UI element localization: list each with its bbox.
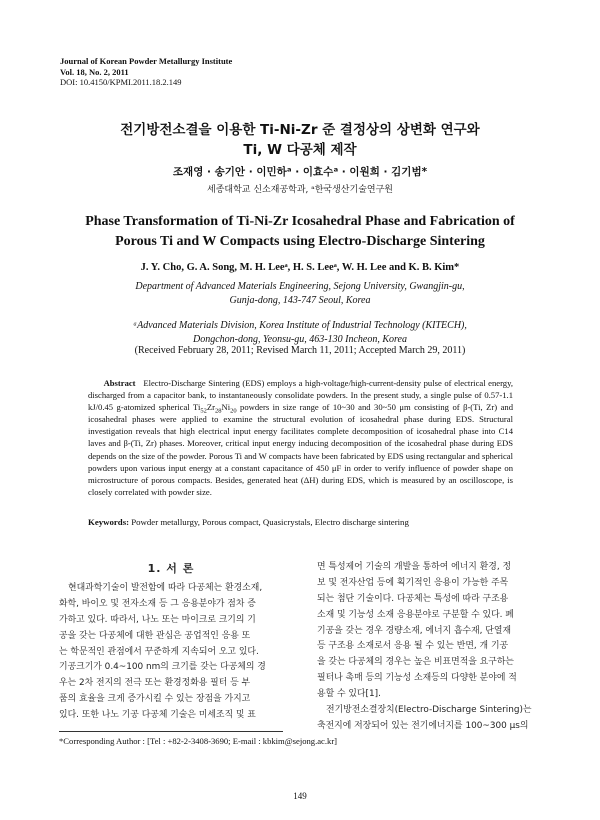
abstract [88, 377, 513, 498]
korean-title-line1: 전기방전소결을 이용한 Ti-Ni-Zr 준 결정상의 상변화 연구와 [120, 122, 480, 138]
body-line: 가하고 있다. 따라서, 나노 또는 마이크로 크기의 기 [59, 614, 256, 625]
received-dates: (Received February 28, 2011; Revised March 11, 2011; Accepted March 29, 2011) [134, 345, 466, 356]
abstract-label: Abstract [103, 378, 136, 388]
body-line: 용할 수 있다[1]. [317, 689, 381, 700]
keywords-text: Powder metallurgy, Porous compact, Quasicrystals, Electro discharge sintering [131, 517, 409, 527]
footnote-divider [59, 731, 283, 732]
body-line: 우는 2차 전지의 전극 또는 환경정화용 필터 등 부 [59, 678, 251, 689]
korean-authors: 조재영 · 송기안 · 이민하ᵃ · 이효수ᵃ · 이원희 · 김기범* [172, 166, 428, 178]
body-line: 을 갖는 다공체의 경우는 높은 비표면적을 요구하는 [317, 657, 514, 668]
body-line: 화학, 바이오 및 전자소재 등 그 응용분야가 점차 증 [59, 598, 256, 609]
body-line: 필터나 촉매 등의 기능성 소재등의 다양한 분야에 적 [317, 673, 517, 684]
affiliation-2 [0, 319, 600, 347]
abstract-text-c: Ni [221, 402, 231, 413]
body-line: 현대과학기술이 발전함에 따라 다공체는 환경소재, [68, 583, 263, 593]
journal-volume: Vol. 18, No. 2, 2011 [60, 66, 129, 77]
abstract-sub-zr: 28 [214, 407, 222, 415]
korean-title [0, 120, 600, 160]
journal-doi: DOI: 10.4150/KPMI.2011.18.2.149 [60, 77, 182, 87]
affiliation-2-line1: ᵃAdvanced Materials Division, Korea Institute of Industrial Technology (KITECH), [133, 320, 467, 331]
english-authors: J. Y. Cho, G. A. Song, M. H. Leeᵃ, H. S. Leeᵃ, W. H. Lee and K. B. Kim* [140, 262, 460, 273]
body-line: 있다. 또한 나노 기공 다공체 기술은 미세조직 및 표 [59, 710, 256, 721]
corresponding-author-footnote: *Corresponding Author : [Tel : +82-2-3408-3690; E-mail : kbkim@sejong.ac.kr] [59, 736, 338, 746]
body-line: 소재 및 기능성 소재 응용분야로 구분할 수 있다. 폐 [317, 609, 514, 620]
body-line: 는 학문적인 관점에서 꾸준하게 지속되어 오고 있다. [59, 646, 259, 657]
body-line: 축전지에 저장되어 있는 전기에너지를 100~300 μs의 [317, 720, 529, 731]
body-line: 기공크기가 0.4~100 nm의 크기를 갖는 다공체의 경 [59, 662, 266, 673]
body-line: 면 특성제어 기술의 개발을 통하여 에너지 환경, 정 [317, 562, 512, 572]
korean-affiliation: 세종대학교 신소재공학과, ᵃ한국생산기술연구원 [207, 185, 393, 195]
english-title-line1: Phase Transformation of Ti-Ni-Zr Icosahedral Phase and Fabrication of [85, 214, 515, 229]
english-title [0, 212, 600, 252]
body-line: 품의 효율을 크게 증가시킬 수 있는 장점을 가지고 [59, 694, 251, 705]
body-line: 기공을 갖는 경우 경량소재, 에너지 흡수재, 단열재 [317, 625, 512, 636]
section-heading-introduction: 1. 서 론 [147, 562, 195, 575]
body-line: 되는 첨단 기술이다. 다공체는 특성에 따라 구조용 [317, 593, 509, 604]
abstract-sub-ni: 20 [230, 407, 237, 415]
abstract-sub-ti: 52 [200, 407, 207, 415]
left-column [59, 560, 283, 724]
abstract-text-d: powders in size range of 10~30 and 30~50 μm consisting of β-(Ti, Zr) and icosahedral phases were applied to examine the structural evolution of icosahedral phase during EDS. Structural investigation reveals that high electrical input energy facilitates complete decomposition of icosahedral phase into C14 laves and β-(Ti, Zr) phases. Moreover, critical input energy inducing decomposition of the icosahedral phase during EDS depends on the size of the powder. Porous Ti and W compacts have been fabricated by EDS using rectangular and spherical powders upon various input energy at a constant capacitance of 450 μF in order to verify influence of powder shape on microstructure of porous compacts. Besides, generated heat (ΔH) during EDS, which is measured by an oscilloscope, is closely correlated with powder size. [88, 402, 513, 497]
body-line: 보 및 전자산업 등에 획기적인 응용이 가능한 주목 [317, 577, 509, 588]
body-line: 등 구조용 소재로서 응용 될 수 있는 반면, 개 기공 [317, 641, 509, 652]
english-title-line2: Porous Ti and W Compacts using Electro-Discharge Sintering [115, 234, 485, 249]
affiliation-1 [0, 280, 600, 308]
page-number: 149 [293, 791, 307, 801]
keywords [88, 517, 528, 527]
korean-title-line2: Ti, W 다공체 제작 [243, 142, 357, 158]
journal-header [60, 56, 232, 88]
affiliation-1-line1: Department of Advanced Materials Engineering, Sejong University, Gwangjin-gu, [135, 281, 465, 292]
affiliation-2-line2: Dongchon-dong, Yeonsu-gu, 463-130 Incheon, Korea [193, 334, 407, 345]
journal-name: Journal of Korean Powder Metallurgy Institute [60, 56, 233, 66]
abstract-text-b: Zr [206, 402, 215, 413]
affiliation-1-line2: Gunja-dong, 143-747 Seoul, Korea [229, 295, 371, 306]
body-line: 전기방전소결장치(Electro-Discharge Sintering)는 [326, 705, 532, 716]
body-line: 공을 갖는 다공체에 대한 관심은 공업적인 응용 또 [59, 630, 251, 641]
right-column [317, 560, 541, 735]
abstract-text-a: Electro-Discharge Sintering (EDS) employs a high-voltage/high-current-density pulse of electrical energy, discharged from a capacitor bank, to instantaneously consolidate powders. In the present study, a single pulse of 0.57-1.1 kJ/0.45 g-atomized spherical Ti [88, 378, 513, 413]
keywords-label: Keywords: [88, 517, 130, 527]
